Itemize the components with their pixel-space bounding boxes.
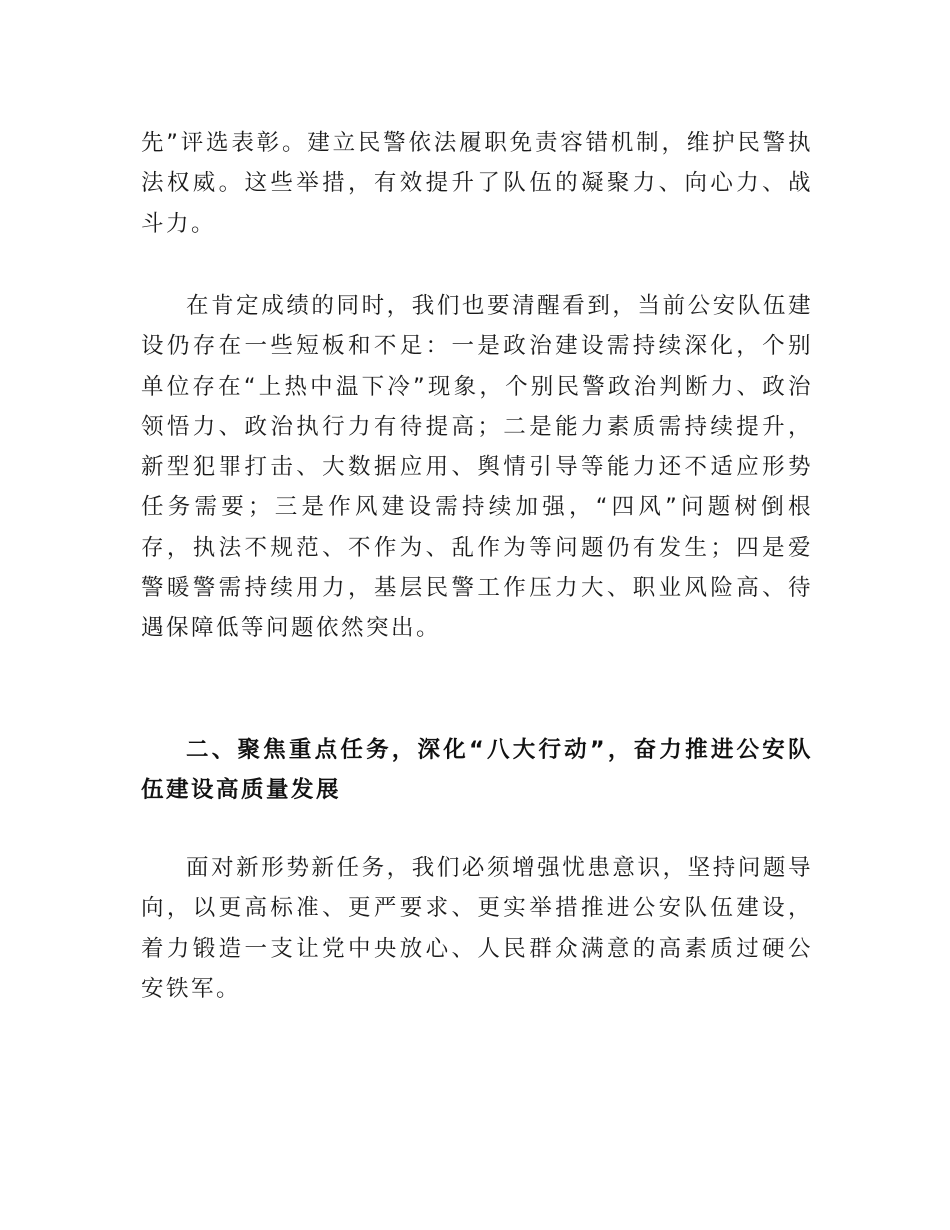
paragraph-closing: 面对新形势新任务，我们必须增强忧患意识，坚持问题导向，以更高标准、更严要求、更实举措推进公安队伍建设，着力锻造一支让党中央放心、人民群众满意的高素质过硬公安铁军。 xyxy=(141,855,813,1002)
paragraph-shortcomings: 在肯定成绩的同时，我们也要清醒看到，当前公安队伍建设仍存在一些短板和不足：一是政治建设需持续深化，个别单位存在“上热中温下冷”现象，个别民警政治判断力、政治领悟力、政治执行力有待提高；二是能力素质需持续提升，新型犯罪打击、大数据应用、舆情引导等能力还不适应形势任务需要；三是作风建设需持续加强，“四风”问题树倒根存，执法不规范、不作为、乱作为等问题仍有发生；四是爱警暖警需持续用力，基层民警工作压力大、职业风险高、待遇保障低等问题依然突出。 xyxy=(141,293,813,642)
paragraph-continuation: 先”评选表彰。建立民警依法履职免责容错机制，维护民警执法权威。这些举措，有效提升了队伍的凝聚力、向心力、战斗力。 xyxy=(141,130,813,237)
section-heading: 二、聚焦重点任务，深化“八大行动”，奋力推进公安队伍建设高质量发展 xyxy=(141,737,813,804)
